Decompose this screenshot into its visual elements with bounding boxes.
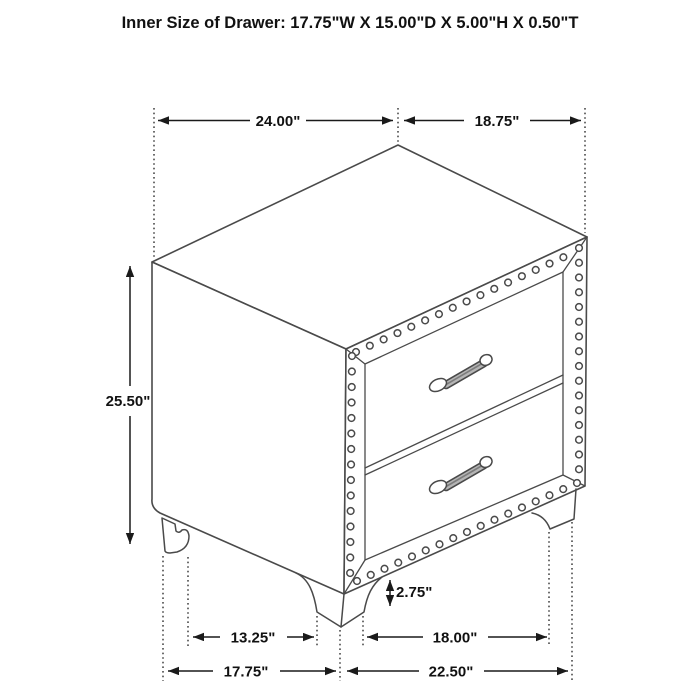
dim-label-front-leg-spacing: 13.25"	[230, 629, 276, 647]
nightstand-drawing	[152, 145, 587, 627]
dim-label-base-front-width: 17.75"	[223, 663, 269, 681]
dim-label-leg-height: 2.75"	[396, 584, 433, 601]
page-title: Inner Size of Drawer: 17.75"W X 15.00"D X 5.00"H X 0.50"T	[121, 14, 579, 32]
dim-leg-height	[390, 580, 432, 606]
dim-label-top-depth: 18.75"	[474, 113, 520, 130]
dim-label-base-side-depth: 22.50"	[428, 663, 474, 681]
dim-base-side-depth	[347, 664, 568, 681]
dim-base-front-width	[168, 664, 336, 681]
dim-label-overall-height: 25.50"	[105, 393, 151, 410]
dim-top-depth	[404, 113, 581, 130]
dim-label-top-width: 24.00"	[255, 113, 301, 130]
dim-front-leg-spacing	[193, 630, 314, 647]
dim-overall-height	[106, 266, 151, 544]
dim-label-side-leg-spacing: 18.00"	[432, 629, 478, 647]
dim-side-leg-spacing	[367, 630, 547, 647]
dim-top-width	[158, 113, 393, 130]
